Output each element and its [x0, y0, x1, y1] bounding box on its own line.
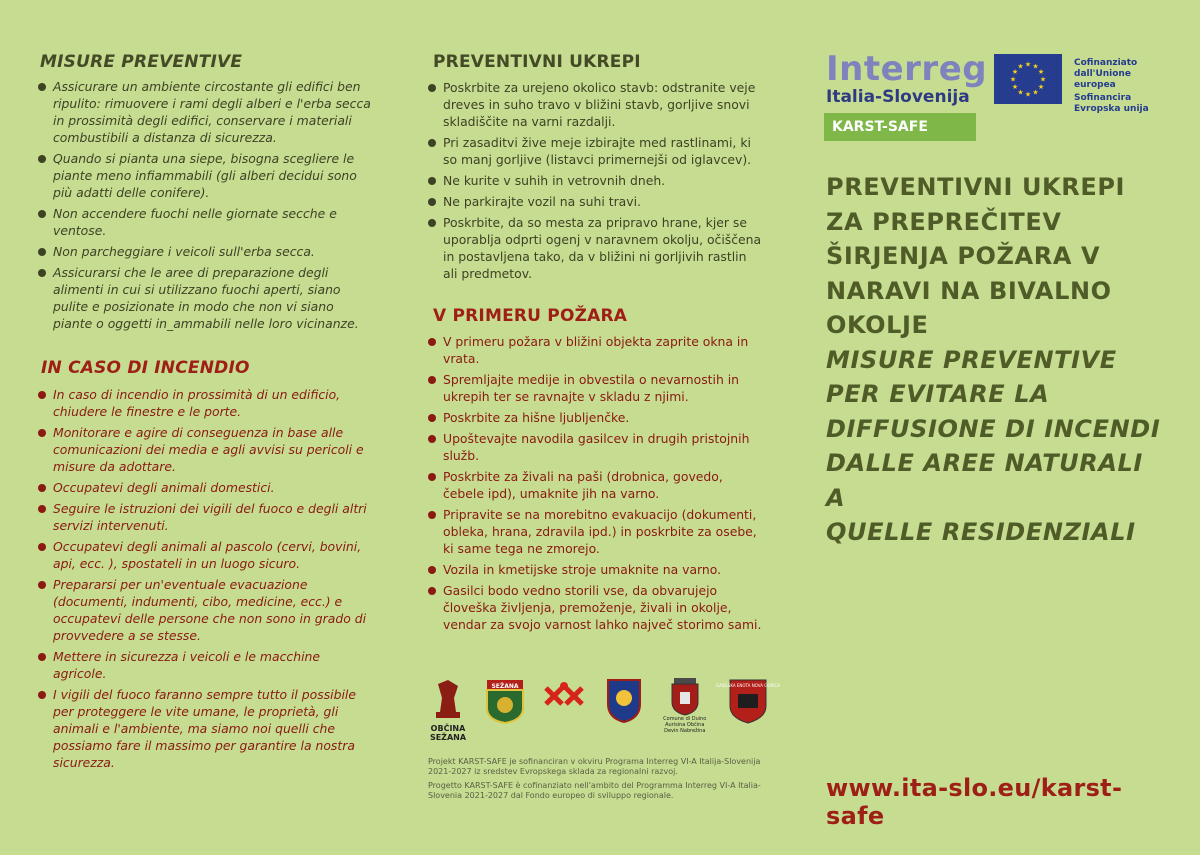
karst-safe-bar: KARST-SAFE — [824, 113, 976, 141]
list-item: Vozila in kmetijske stroje umaknite na varno. — [428, 561, 764, 578]
eu-star-icon: ★ — [1009, 75, 1017, 84]
list-item: Mettere in sicurezza i veicoli e le macchine agricole. — [38, 648, 374, 682]
website-link[interactable]: www.ita-slo.eu/karst-safe — [826, 774, 1123, 830]
list-item: In caso di incendio in prossimità di un edificio, chiudere le finestre e le porte. — [38, 386, 374, 420]
footnote-it: Progetto KARST-SAFE è cofinanziato nell'ambito del Programma Interreg VI-A Italia-Slovenia 2021-2027 dal Fondo europeo di sviluppo regionale. — [428, 781, 761, 800]
title-it-line: DALLE AREE NATURALI A — [826, 449, 1143, 512]
title-it-line: QUELLE RESIDENZIALI — [826, 518, 1136, 546]
nova-gorica-fire-unit-logo — [715, 678, 780, 724]
bullet-list — [428, 79, 764, 282]
eu-stars-icon — [994, 54, 1062, 104]
eu-star-icon: ★ — [1039, 75, 1047, 84]
partner-logos — [428, 678, 780, 748]
list-item: Spremljajte medije in obvestila o nevarnostih in ukrepih ter se ravnajte v skladu z njimi. — [428, 371, 764, 405]
eu-flag — [994, 54, 1062, 104]
red-x-icon — [542, 678, 588, 718]
sezana-municipality-logo — [428, 678, 468, 742]
bullet-list — [38, 78, 374, 332]
gorica-badge-text: GASILSKA ENOTA NOVA GORICA — [715, 683, 780, 688]
bullet-list — [428, 333, 764, 633]
eu-star-icon: ★ — [1024, 90, 1032, 99]
funding-footnote — [428, 757, 764, 805]
eu-star-icon: ★ — [1037, 83, 1045, 91]
eu-star-icon: ★ — [1024, 60, 1032, 69]
list-item: Poskrbite, da so mesta za pripravo hrane, kjer se uporablja odprti ogenj v naravnem okolju, očiščena in postavljena tako, da v bližini ni gorljivih rastlin ali predmetov. — [428, 214, 764, 282]
eu-star-icon: ★ — [1011, 83, 1019, 91]
list-item: Ne kurite v suhih in vetrovnih dneh. — [428, 172, 764, 189]
title-sl-line: ZA PREPREČITEV — [826, 207, 1062, 236]
list-item: Assicurarsi che le aree di preparazione degli alimenti in cui si utilizzano fuochi aperti, siano pulite e posizionate in modo che non vi siano piante o oggetti in_ammabili nelle loro vicinanze. — [38, 264, 374, 332]
interreg-subtitle: Italia-Slovenija — [826, 87, 970, 107]
eu-star-icon: ★ — [1011, 68, 1019, 76]
section-heading: PREVENTIVNI UKREPI — [433, 52, 641, 72]
title-sl-line: PREVENTIVNI UKREPI — [826, 173, 1126, 201]
sezana-fire-brigade-logo — [485, 678, 525, 724]
duino-caption: Comune di Duino Aurisina Občina Devin Nabrežina — [663, 716, 707, 734]
list-item: Poskrbite za živali na paši (drobnica, govedo, čebele ipd), umaknite jih na varno. — [428, 468, 764, 502]
eu-star-icon: ★ — [1037, 68, 1045, 76]
title-sl-line: NARAVI NA BIVALNO — [826, 276, 1112, 305]
in-caso-di-incendio-section — [38, 358, 374, 775]
fire-brigade-shield-icon — [485, 678, 525, 724]
list-item: Gasilci bodo vedno storili vse, da obvarujejo človeška življenja, premoženje, živali in okolje, vendar za svojo varnost lahko največ storimo sami. — [428, 582, 764, 633]
list-item: Pripravite se na morebitno evakuacijo (dokumenti, obleka, hrana, zdravila ipd.) in poskrbite za osebe, ki same tega ne zmorejo. — [428, 506, 764, 557]
list-item: Poskrbite za urejeno okolico stavb: odstranite veje dreves in suho travo v bližini stavb, gorljive snovi skladiščite na varni razdalji. — [428, 79, 764, 130]
list-item: Monitorare e agire di conseguenza in base alle comunicazioni dei media e agli avvisi su pericoli e misure da adottare. — [38, 424, 374, 475]
list-item: Seguire le istruzioni dei vigili del fuoco e degli altri servizi intervenuti. — [38, 500, 374, 534]
shield-icon — [606, 678, 642, 724]
list-item: Pri zasaditvi žive meje izbirajte med rastlinami, ki so manj gorljive (listavci primernejši od iglavcev). — [428, 134, 764, 168]
title-sl-line: ŠIRJENJA POŽARA V — [826, 242, 1101, 270]
v-primeru-pozara-section — [428, 306, 764, 637]
interreg-title: Interreg — [826, 49, 988, 89]
list-item: I vigili del fuoco faranno sempre tutto il possibile per proteggere le vite umane, le proprietà, gli animali e l'ambiente, ma siamo noi quelli che possiamo fare il massimo per garantire la nostra sicurezza. — [38, 686, 374, 771]
interreg-logo — [826, 49, 988, 108]
cross-logo — [542, 678, 588, 718]
blue-shield-logo — [606, 678, 642, 724]
eu-star-icon: ★ — [1032, 88, 1039, 97]
section-heading: IN CASO DI INCENDIO — [41, 358, 250, 378]
section-heading: V PRIMERU POŽARA — [433, 306, 628, 326]
sezana-caption: OBČINA SEŽANA — [429, 724, 467, 742]
list-item: Upoštevajte navodila gasilcev in drugih pristojnih služb. — [428, 430, 764, 464]
eu-star-icon: ★ — [1032, 62, 1039, 71]
list-item: Quando si pianta una siepe, bisogna scegliere le piante meno infiammabili (gli alberi decidui sono più adatti delle conifere). — [38, 150, 374, 201]
sezana-badge-text: SEŽANA — [491, 683, 519, 690]
fire-unit-shield-icon — [715, 678, 780, 724]
eu-cofinancing-text — [1074, 58, 1174, 115]
list-item: Occupatevi degli animali domestici. — [38, 479, 374, 496]
eu-line-sl: Sofinancira Evropska unija — [1074, 93, 1149, 114]
eu-star-icon: ★ — [1017, 88, 1024, 97]
list-item: Prepararsi per un'eventuale evacuazione (documenti, indumenti, cibo, medicine, ecc.) e occupatevi delle persone che non sono in grado di provvedere a se stesse. — [38, 576, 374, 644]
title-it-line: MISURE PREVENTIVE — [826, 345, 1117, 374]
list-item: V primeru požara v bližini objekta zaprite okna in vrata. — [428, 333, 764, 367]
list-item: Non parcheggiare i veicoli sull'erba secca. — [38, 243, 374, 260]
title-it-line: DIFFUSIONE DI INCENDI — [826, 414, 1161, 443]
eu-line-it: Cofinanziato dall'Unione europea — [1074, 58, 1138, 90]
title-it-line: PER EVITARE LA — [826, 380, 1050, 408]
main-title — [826, 170, 1171, 550]
sezana-crest-icon — [430, 678, 466, 724]
duino-aurisina-logo — [659, 678, 711, 734]
eu-star-icon: ★ — [1017, 62, 1024, 71]
footnote-sl: Projekt KARST-SAFE je sofinanciran v okviru Programa Interreg VI-A Italija-Slovenija 2021-2027 iz sredstev Evropskega sklada za regionalni razvoj. — [428, 757, 761, 776]
misure-preventive-section — [38, 52, 374, 336]
list-item: Occupatevi degli animali al pascolo (cervi, bovini, api, ecc. ), spostateli in un luogo sicuro. — [38, 538, 374, 572]
section-heading: MISURE PREVENTIVE — [40, 52, 243, 72]
title-sl-line: OKOLJE — [826, 311, 929, 339]
list-item: Ne parkirajte vozil na suhi travi. — [428, 193, 764, 210]
list-item: Non accendere fuochi nelle giornate secche e ventose. — [38, 205, 374, 239]
preventivni-ukrepi-section — [428, 52, 764, 286]
bullet-list — [38, 386, 374, 771]
list-item: Assicurare un ambiente circostante gli edifici ben ripulito: rimuovere i rami degli alberi e l'erba secca in prossimità degli edifici, conservare i materiali combustibili a distanza di sicurezza. — [38, 78, 374, 146]
municipal-crest-icon — [668, 678, 702, 716]
list-item: Poskrbite za hišne ljubljenčke. — [428, 409, 764, 426]
